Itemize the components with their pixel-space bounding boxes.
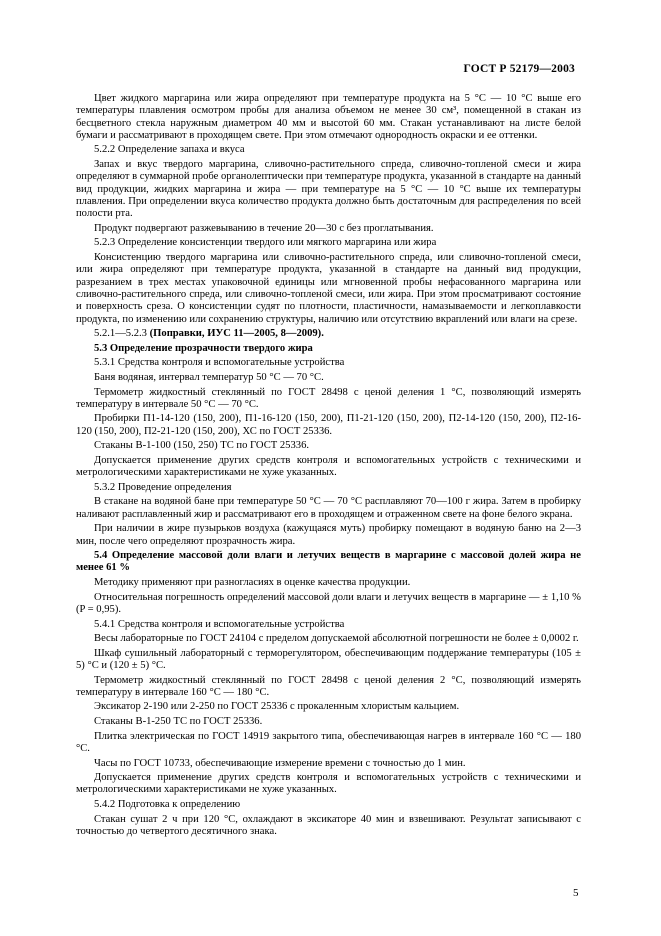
amendment-lead: 5.2.1—5.2.3 [94,328,150,340]
paragraph-melting: В стакане на водяной бане при температуре 50 °С — 70 °С расплавляют 70—100 г жира. Затем в пробирку наливают расплавленный жир и рассматривают его в проходящем и отраженном свете на фоне белого экрана. [76,496,581,520]
paragraph-error: Относительная погрешность определений массовой доли влаги и летучих веществ в маргарине — ± 1,10 % (P = 0,95). [76,591,581,615]
paragraph-smell-taste: Запах и вкус твердого маргарина, сливочно-растительного спреда, сливочно-топленой смеси и жира определяют в суммарной пробе органолептически при температуре продукта, указанной в стандарте на данный вид продукции, жидких маргарина и жира — при температуре на 5 °С — 10 °С выше их температуры плавления. При определении вкуса количество продукта должно быть достаточным для распределения по всей полости рта. [76,159,581,220]
paragraph-beakers-2: Стаканы В-1-250 ТС по ГОСТ 25336. [94,716,263,728]
paragraph-method: Методику применяют при разногласиях в оценке качества продукции. [94,577,411,589]
amendment-note [76,328,581,340]
paragraph-thermometer-1: Термометр жидкостный стеклянный по ГОСТ 28498 с ценой деления 1 °С, позволяющий измерять температуру в интервале 50 °С — 70 °С. [76,386,581,410]
subsection-5-3-1: 5.3.1 Средства контроля и вспомогательные устройства [94,357,345,369]
section-5-4-heading: 5.4 Определение массовой доли влаги и летучих веществ в маргарине с массовой долей жира не менее 61 % [76,550,581,574]
paragraph-beakers-1: Стаканы В-1-100 (150, 250) ТС по ГОСТ 25336. [94,440,310,452]
paragraph-oven: Шкаф сушильный лабораторный с терморегулятором, обеспечивающим поддержание температуры (105 ± 5) °С и (120 ± 5) °С. [76,647,581,671]
subsection-5-3-2: 5.3.2 Проведение определения [94,481,232,493]
section-5-3-heading: 5.3 Определение прозрачности твердого жира [94,342,313,354]
page-number: 5 [573,887,579,899]
paragraph-hotplate: Плитка электрическая по ГОСТ 14919 закрытого типа, обеспечивающая нагрев в интервале 160 °С — 180 °С. [76,730,581,754]
paragraph-allowed-2: Допускается применение других средств контроля и вспомогательных устройств с техническими и метрологическими характеристиками не хуже указанных. [76,772,581,796]
paragraph-desiccator: Эксикатор 2-190 или 2-250 по ГОСТ 25336 с прокаленным хлористым кальцием. [94,701,460,713]
subsection-5-2-3: 5.2.3 Определение консистенции твердого или мягкого маргарина или жира [94,237,437,249]
document-header: ГОСТ Р 52179—2003 [463,63,575,75]
subsection-5-4-1: 5.4.1 Средства контроля и вспомогательные устройства [94,618,345,630]
document-body [76,93,581,841]
paragraph-clock: Часы по ГОСТ 10733, обеспечивающие измерение времени с точностью до 1 мин. [94,757,466,769]
amendment-text: (Поправки, ИУС 11—2005, 8—2009). [149,328,324,340]
paragraph-bubbles: При наличии в жире пузырьков воздуха (кажущаяся муть) пробирку помещают в водяную баню на 2—3 мин, после чего определяют прозрачность жира. [76,523,581,547]
paragraph-test-tubes: Пробирки П1-14-120 (150, 200), П1-16-120 (150, 200), П1-21-120 (150, 200), П2-14-120 (150, 200), П2-16-120 (150, 200), П2-21-120 (150, 200), ХС по ГОСТ 25336. [76,413,581,437]
paragraph-thermometer-2: Термометр жидкостный стеклянный по ГОСТ 28498 с ценой деления 2 °С, позволяющий измерять температуру в интервале 160 °С — 180 °С. [76,674,581,698]
paragraph-consistency: Консистенцию твердого маргарина или сливочно-растительного спреда, или сливочно-топленой смеси, или жира определяют при температуре продукта, указанной в стандарте на данный вид продукции, разрезанием в трех местах упаковочной единицы или мгновенной пробы нефасованного маргарина или сливочно-растительного спреда, или сливочно-топленой смеси, или жира. При этом просматривают состояние и поверхность среза. О консистенции судят по плотности, пластичности, намазываемости и легкоплавкости продукта, по изменению или сохранению структуры, наличию или отсутствию вкраплений или влаги на срезе. [76,252,581,325]
paragraph-scales: Весы лабораторные по ГОСТ 24104 с пределом допускаемой абсолютной погрешности не более ± 0,0002 г. [94,633,579,645]
paragraph-drying: Стакан сушат 2 ч при 120 °С, охлаждают в эксикаторе 40 мин и взвешивают. Результат записывают с точностью до четвертого десятичного знака. [76,813,581,837]
subsection-5-2-2: 5.2.2 Определение запаха и вкуса [94,144,245,156]
paragraph-water-bath: Баня водяная, интервал температур 50 °С — 70 °С. [94,371,324,383]
paragraph-chewing: Продукт подвергают разжевыванию в течение 20—30 с без проглатывания. [94,222,434,234]
paragraph-color: Цвет жидкого маргарина или жира определяют при температуре продукта на 5 °С — 10 °С выше его температуры плавления осмотром пробы для анализа объемом не менее 30 см³, помещенной в стакан из бесцветного стекла наружным диаметром 40 мм и высотой 60 мм. Стакан устанавливают на листе белой бумаги и рассматривают в проходящем свете. При этом отмечают однородность окраски и ее оттенки. [76,93,581,141]
paragraph-allowed-1: Допускается применение других средств контроля и вспомогательных устройств с техническими и метрологическими характеристиками не хуже указанных. [76,454,581,479]
subsection-5-4-2: 5.4.2 Подготовка к определению [94,799,241,811]
